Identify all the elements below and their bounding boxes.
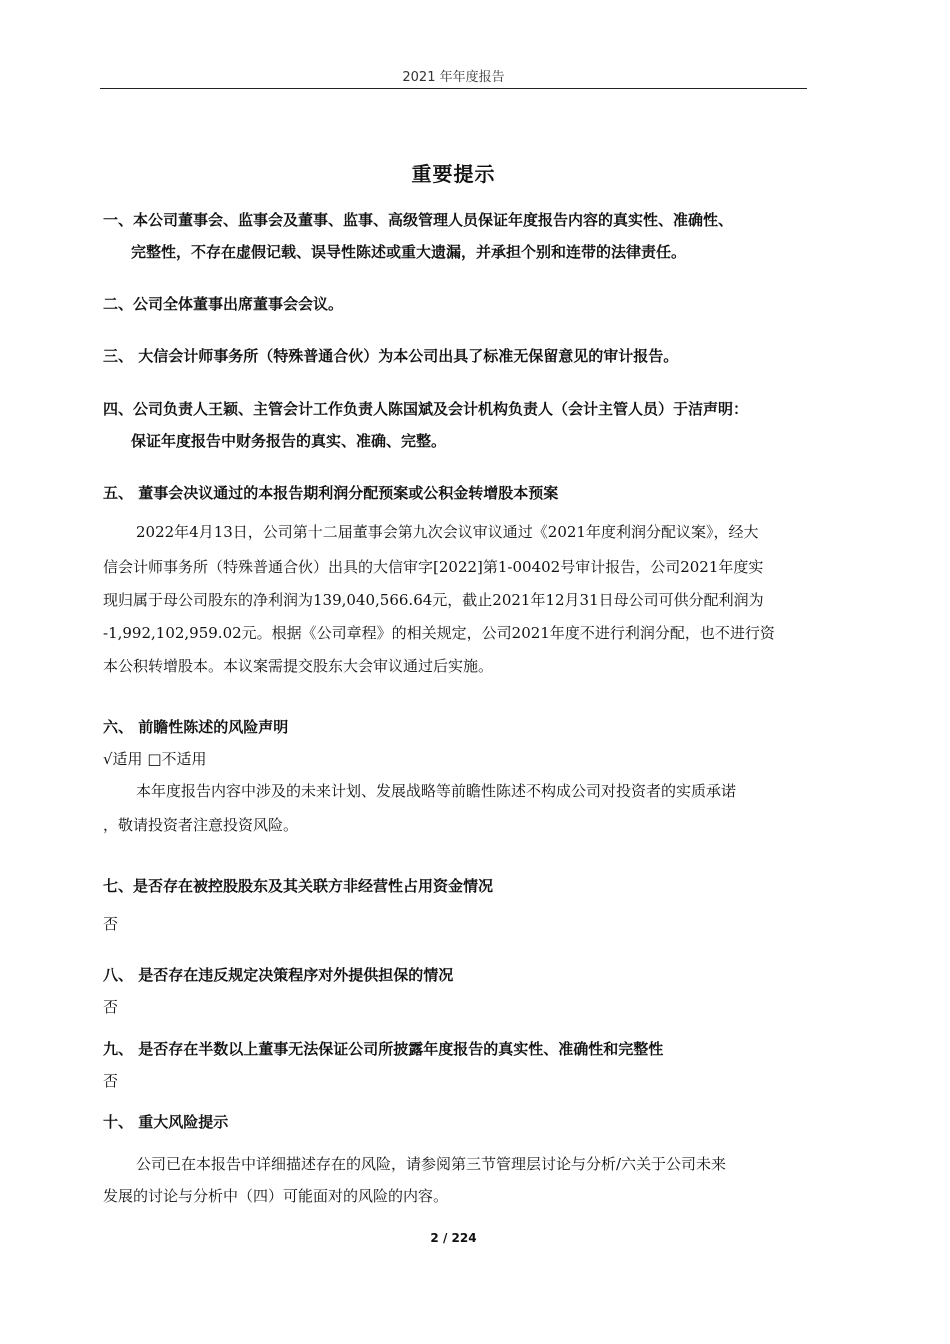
profit-paragraph-line-5: 本公积转增股本。本议案需提交股东大会审议通过后实施。 <box>103 657 494 675</box>
section-7-answer: 否 <box>103 915 119 933</box>
item-5-heading: 五、 董事会决议通过的本报告期利润分配预案或公积金转增股本预案 <box>103 484 559 502</box>
page-number: 2 / 224 <box>430 1231 477 1245</box>
item-4-line-2: 保证年度报告中财务报告的真实、准确、完整。 <box>131 432 447 450</box>
section-6-applicability: √适用 □不适用 <box>103 750 207 768</box>
profit-paragraph-line-2: 信会计师事务所（特殊普通合伙）出具的大信审字[2022]第1-00402号审计报告，公司2021年度实 <box>103 558 764 576</box>
profit-paragraph-line-3: 现归属于母公司股东的净利润为139,040,566.64元，截止2021年12月31日母公司可供分配利润为 <box>103 591 764 609</box>
section-8-heading: 八、 是否存在违反规定决策程序对外提供担保的情况 <box>103 966 454 984</box>
section-6-text-line-1: 本年度报告内容中涉及的未来计划、发展战略等前瞻性陈述不构成公司对投资者的实质承诺 <box>136 782 737 800</box>
section-10-heading: 十、 重大风险提示 <box>103 1113 229 1131</box>
section-10-text-line-1: 公司已在本报告中详细描述存在的风险，请参阅第三节管理层讨论与分析/六关于公司未来 <box>136 1155 727 1173</box>
section-9-answer: 否 <box>103 1072 119 1090</box>
section-10-text-line-2: 发展的讨论与分析中（四）可能面对的风险的内容。 <box>103 1187 449 1205</box>
item-4-line-1: 四、公司负责人王颖、主管会计工作负责人陈国斌及会计机构负责人（会计主管人员）于洁声明： <box>103 400 749 418</box>
section-8-answer: 否 <box>103 998 119 1016</box>
item-3: 三、 大信会计师事务所（特殊普通合伙）为本公司出具了标准无保留意见的审计报告。 <box>103 347 679 365</box>
section-6-heading: 六、 前瞻性陈述的风险声明 <box>103 718 289 736</box>
page-title: 重要提示 <box>411 162 496 186</box>
section-6-text-line-2: ，敬请投资者注意投资风险。 <box>103 816 299 834</box>
page-header: 2021 年年度报告 <box>402 70 505 85</box>
item-1-line-1: 一、本公司董事会、监事会及董事、监事、高级管理人员保证年度报告内容的真实性、准确性、 <box>103 211 734 229</box>
item-1-line-2: 完整性，不存在虚假记载、误导性陈述或重大遗漏，并承担个别和连带的法律责任。 <box>131 243 687 261</box>
header-divider <box>100 88 807 89</box>
item-2: 二、公司全体董事出席董事会会议。 <box>103 295 344 313</box>
section-7-heading: 七、是否存在被控股股东及其关联方非经营性占用资金情况 <box>103 877 494 895</box>
section-9-heading: 九、 是否存在半数以上董事无法保证公司所披露年度报告的真实性、准确性和完整性 <box>103 1040 664 1058</box>
profit-paragraph-line-1: 2022年4月13日，公司第十二届董事会第九次会议审议通过《2021年度利润分配议案》，经大 <box>136 523 759 541</box>
profit-paragraph-line-4: -1,992,102,959.02元。根据《公司章程》的相关规定，公司2021年度不进行利润分配，也不进行资 <box>103 624 775 642</box>
